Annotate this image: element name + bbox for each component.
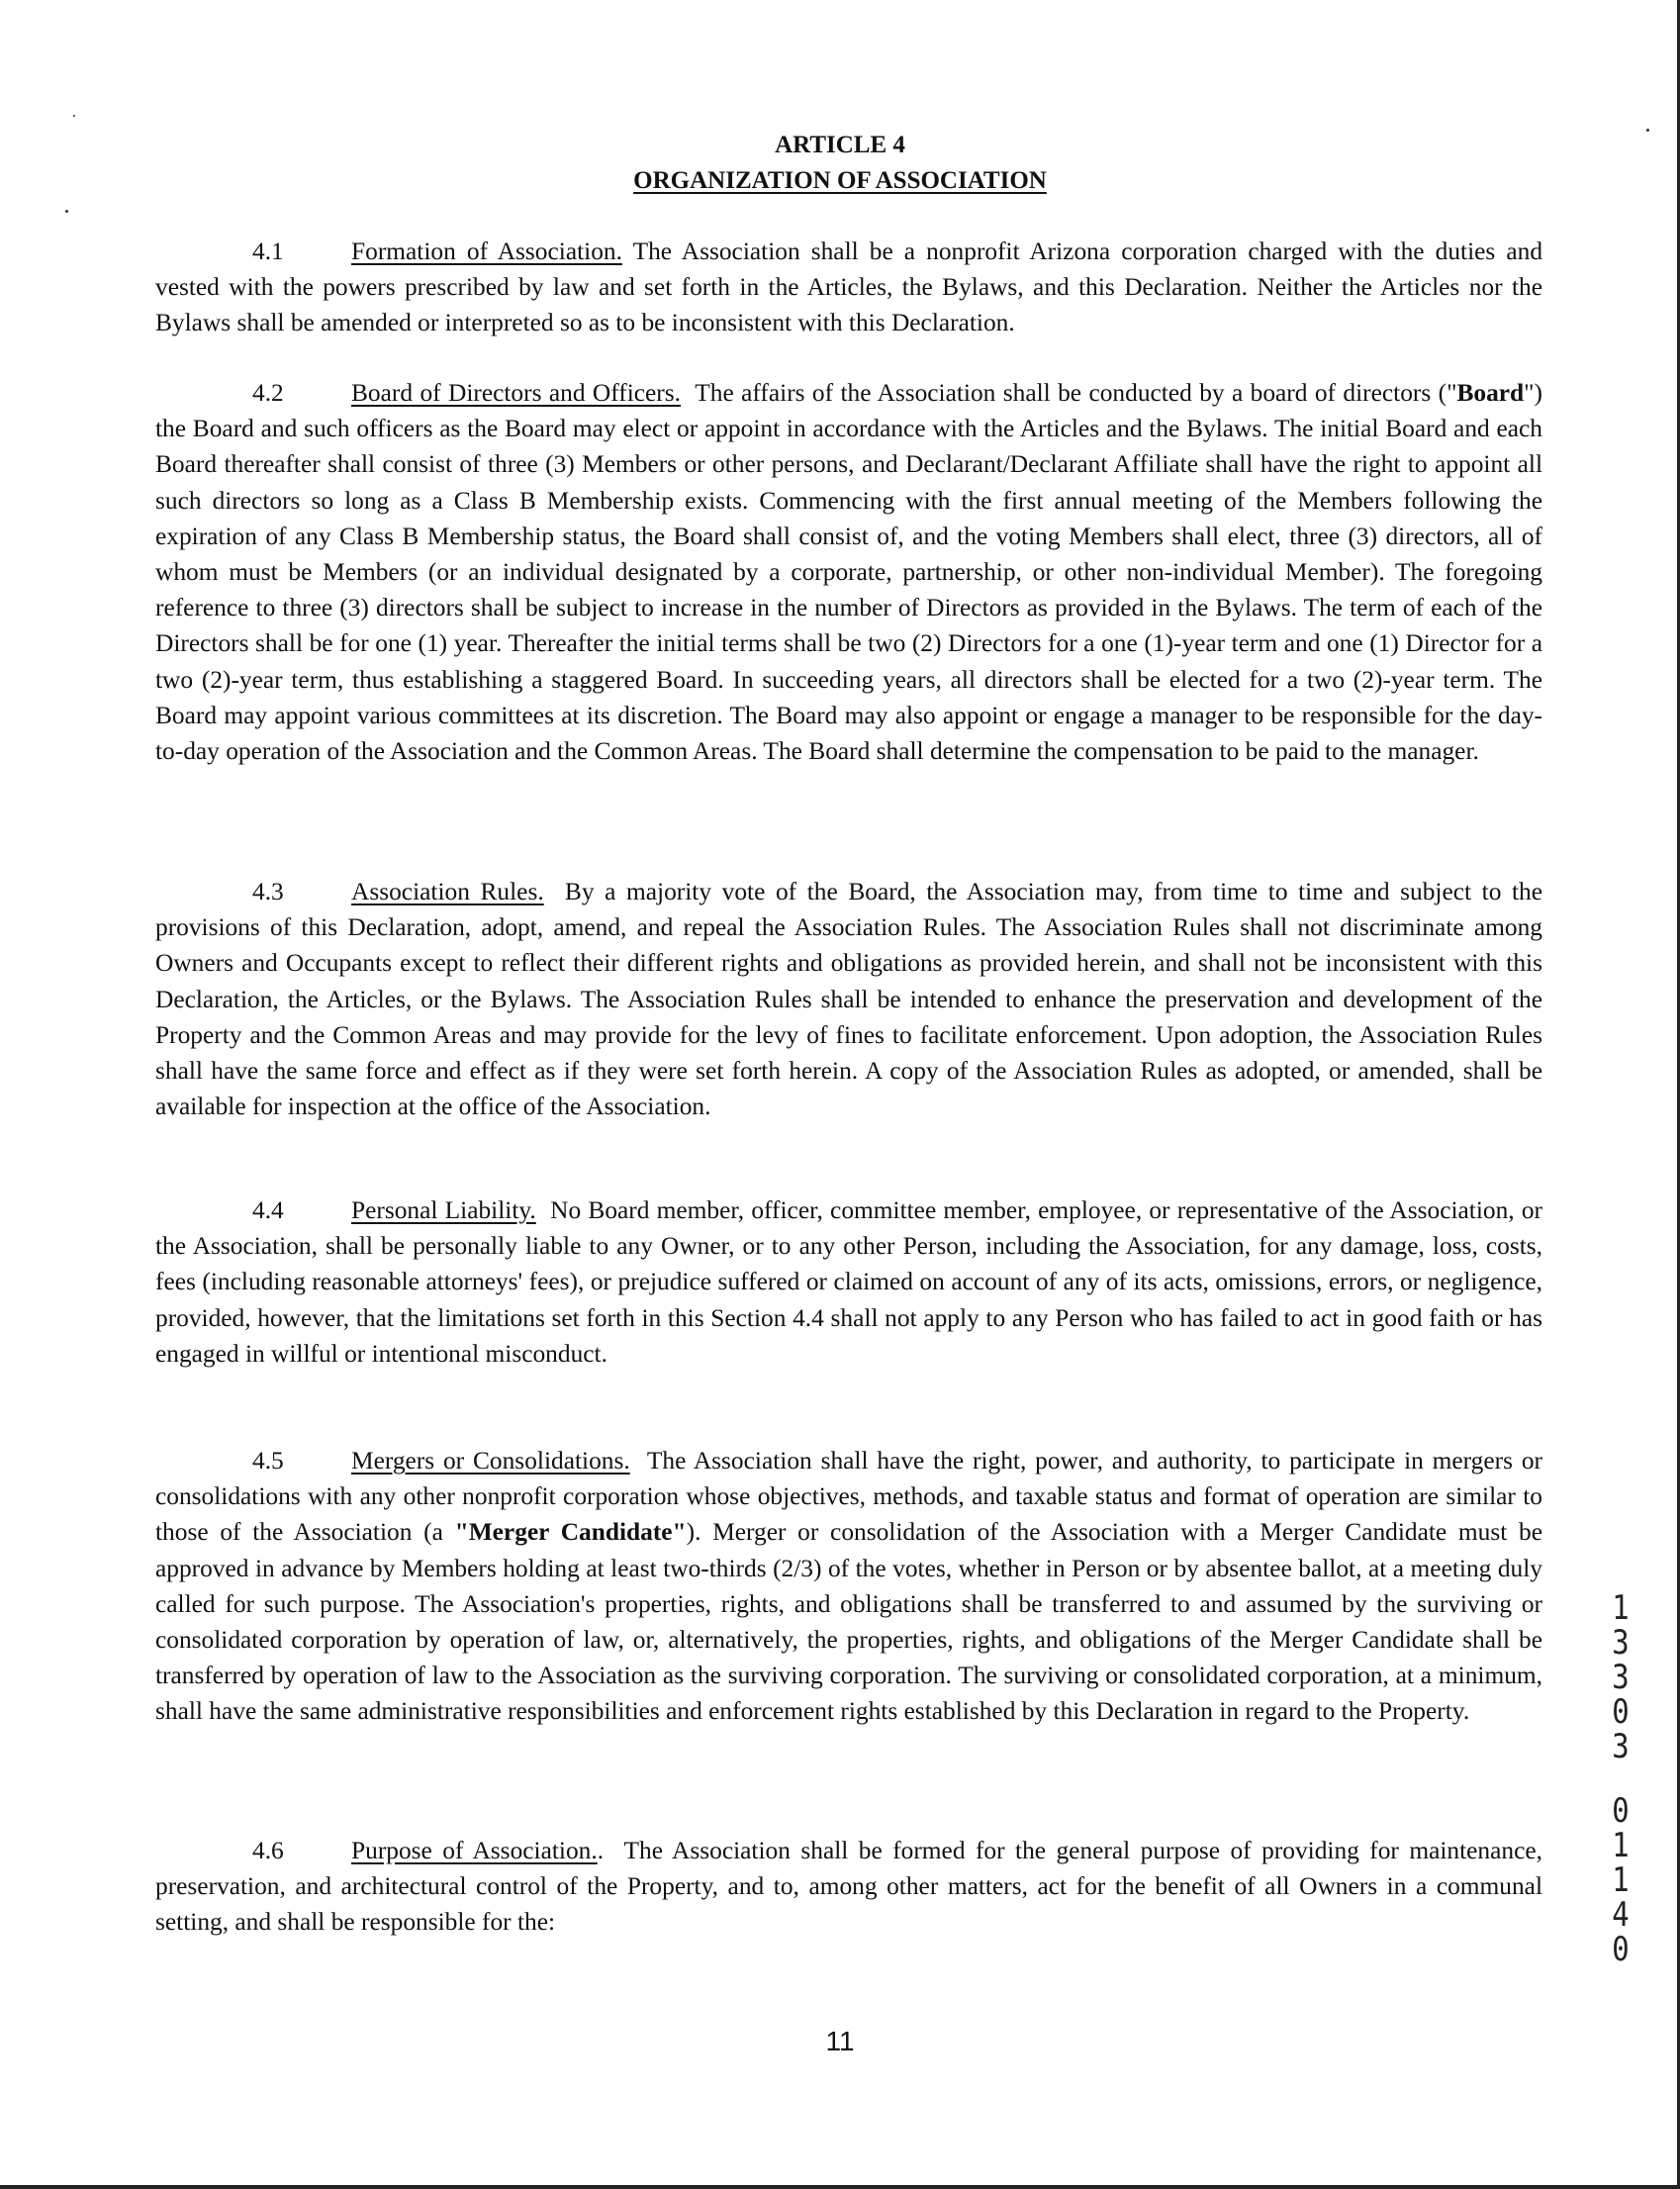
section-text: No Board member, officer, committee member, employee, or representative of the Association, or the Association, shall be personally liable to any Owner, or to any other Person, including the Association, for any damage, loss, costs, fees (including reasonable attorneys' fees), or prejudice suffered or claimed on account of any of its acts, omissions, errors, or negligence, provided, however, that the limitations set forth in this Section 4.4 shall not apply to any Person who has failed to act in good faith or has engaged in willful or intentional misconduct. — [155, 1196, 1542, 1368]
scan-speck — [65, 210, 68, 213]
section-title: Mergers or Consolidations. — [351, 1447, 630, 1475]
defined-term: Board — [1456, 379, 1525, 407]
stamp-gap — [1601, 1764, 1640, 1794]
section-text: The Association shall be a nonprofit Arizona corporation charged with the duties and vested with the powers prescribed by law and set forth in the Articles, the Bylaws, and this Declaration. Neither the Articles nor the Bylaws shall be amended or interpreted so as to be inconsistent with this Declaration. — [155, 238, 1543, 337]
section-number: 4.5 — [252, 1447, 284, 1475]
article-number: ARTICLE 4 — [775, 132, 905, 158]
stamp-digit: 3 — [1612, 1727, 1630, 1766]
section-4-1 — [155, 234, 1542, 341]
section-text: By a majority vote of the Board, the Association may, from time to time and subject to the provisions of this Declaration, adopt, amend, and repeal the Association Rules. The Association Rules shall not discriminate among Owners and Occupants except to reflect their different rights and obligations as provided herein, and shall not be inconsistent with this Declaration, the Articles, or the Bylaws. The Association Rules shall be intended to enhance the preservation and development of the Property and the Common Areas and may provide for the levy of fines to facilitate enforcement. Upon adoption, the Association Rules shall have the same force and effect as if they were set forth herein. A copy of the Association Rules as adopted, or amended, shall be available for inspection at the office of the Association. — [155, 878, 1543, 1121]
section-text: The Association shall have the right, power, and authority, to participate in mergers or consolidations with any other nonprofit corporation whose objectives, methods, and taxable status and format of operation are similar to those of the Association (a — [155, 1447, 1542, 1547]
section-title: Association Rules. — [351, 878, 544, 905]
section-4-2 — [155, 375, 1542, 769]
stamp-digit: 0 — [1612, 1930, 1630, 1969]
section-number: 4.1 — [252, 238, 284, 265]
stamp-digit: 3 — [1612, 1623, 1630, 1663]
section-number: 4.4 — [252, 1196, 284, 1224]
stamp-digit: 0 — [1612, 1692, 1630, 1732]
section-number: 4.2 — [252, 379, 284, 407]
section-title: Purpose of Association. — [351, 1837, 598, 1864]
recording-stamp — [1601, 1588, 1640, 1969]
stamp-digit: 0 — [1612, 1791, 1630, 1831]
section-text: The affairs of the Association shall be conducted by a board of directors (" — [695, 379, 1457, 407]
stamp-digit: 3 — [1612, 1658, 1630, 1697]
section-4-6: 4.6 Purpose of Association.. The Association shall be formed for the general purpose of providing for maintenance, preservation, and architectural control of the Property, and to, among other matters, act for the benefit of all Owners in a communal setting, and shall be responsible for the: — [155, 1833, 1542, 1941]
scan-edge-bottom — [0, 2185, 1680, 2189]
section-text-continued: ). Merger or consolidation of the Association with a Merger Candidate must be approved in advance by Members holding at least two-thirds (2/3) of the votes, whether in Person or by absentee ballot, at a meeting duly called for such purpose. The Association's properties, rights, and obligations shall be transferred to and assumed by the surviving or consolidated corporation by operation of law, or, alternatively, the properties, rights, and obligations of the Merger Candidate shall be transferred by operation of law to the Association as the surviving corporation. The surviving or consolidated corporation, at a minimum, shall have the same administrative responsibilities and enforcement rights established by this Declaration in regard to the Property. — [155, 1518, 1542, 1726]
stamp-digit: 1 — [1612, 1860, 1630, 1900]
section-number: 4.3 — [252, 878, 284, 905]
section-text: The Association shall be formed for the general purpose of providing for maintenance, preservation, and architectural control of the Property, and to, among other matters, act for the benefit of all Owners in a communal setting, and shall be responsible for the: — [155, 1837, 1542, 1937]
stamp-digit: 1 — [1612, 1826, 1630, 1865]
section-4-3 — [155, 874, 1542, 1124]
stamp-digit: 4 — [1612, 1895, 1630, 1935]
section-title: Board of Directors and Officers. — [351, 379, 681, 407]
stamp-digit: 1 — [1612, 1588, 1630, 1628]
section-title: Formation of Association. — [351, 238, 622, 265]
section-4-5 — [155, 1443, 1542, 1730]
scan-speck — [73, 115, 75, 117]
article-title: ORGANIZATION OF ASSOCIATION — [633, 167, 1047, 194]
section-text-continued: ") the Board and such officers as the Board may elect or appoint in accordance with the Articles and the Bylaws. The initial Board and each Board thereafter shall consist of three (3) Members or other persons, and Declarant/Declarant Affiliate shall have the right to appoint all such directors so long as a Class B Membership exists. Commencing with the first annual meeting of the Members following the expiration of any Class B Membership status, the Board shall consist of, and the voting Members shall elect, three (3) directors, all of whom must be Members (or an individual designated by a corporate, partnership, or other non-individual Member). The foregoing reference to three (3) directors shall be subject to increase in the number of Directors as provided in the Bylaws. The term of each of the Directors shall be for one (1) year. Thereafter the initial terms shall be two (2) Directors for a one (1)-year term and one (1) Director for a two (2)-year term, thus establishing a staggered Board. In succeeding years, all directors shall be elected for a two (2)-year term. The Board may appoint various committees at its discretion. The Board may also appoint or engage a manager to be responsible for the day-to-day operation of the Association and the Common Areas. The Board shall determine the compensation to be paid to the manager. — [155, 379, 1542, 766]
section-4-4 — [155, 1192, 1542, 1372]
page-number: 11 — [825, 2026, 855, 2056]
section-title: Personal Liability. — [351, 1196, 536, 1224]
defined-term: "Merger Candidate" — [454, 1518, 687, 1547]
section-number: 4.6 — [252, 1837, 284, 1864]
